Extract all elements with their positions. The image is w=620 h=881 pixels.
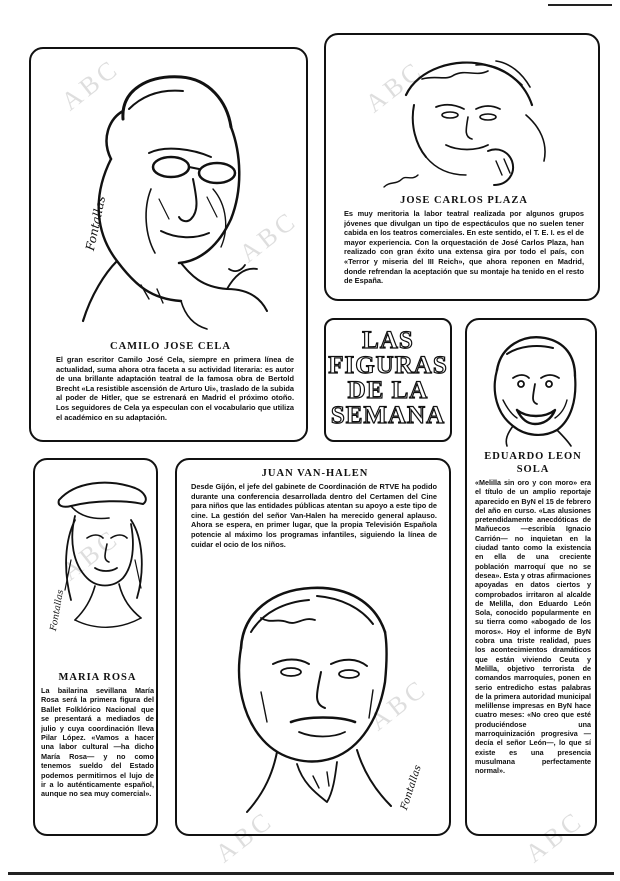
title-box	[324, 318, 452, 442]
title-line-2: FIGURAS	[328, 352, 448, 379]
bottom-rule	[8, 872, 614, 875]
van-halen-signature: Fontallas	[399, 763, 424, 812]
panel-cela	[29, 47, 308, 442]
watermark-6: ABC	[209, 805, 280, 869]
cela-name: CAMILO JOSE CELA	[109, 341, 231, 352]
panel-leon-sola	[465, 318, 597, 836]
panel-maria-rosa	[33, 458, 158, 836]
leon-sola-text: «Melilla sin oro y con moro» era el título de un amplio reportaje aparecido en ByN el 15 de febrero del año en curso. «Las alusiones pretendidamente anecdóticas de Mañuecos —escribía Ignacio Carrión— no inquietan en la ciudad tanto como la existencia en ella de una creciente población marroquí que no se desea». Esta y otras afirmaciones apoyadas en datos ciertos y comprobados irritaron al alcalde de Melilla, don Eduardo León Sola, conocido popularmente en su tierra como «abogado de los moros». Hoy el informe de ByN cobra una triste realidad, pues los acontecimientos dramáticos que están viviendo Ceuta y Melilla, objetivo terrorista de comandos marroquíes, ponen en serio entredicho estas palabras de la primera autoridad municipal melillense impresas en ByN hace cuatro meses: «No creo que esté produciéndose una marroquinización progresiva —decía el señor León—, lo que sí existe es una presencia musulmana perfectamente normal».	[475, 478, 591, 776]
leon-sola-name: EDUARDO LEON SOLA	[484, 451, 582, 475]
maria-rosa-name: MARIA ROSA	[58, 672, 137, 683]
top-rule	[548, 4, 612, 6]
van-halen-text: Desde Gijón, el jefe del gabinete de Coordinación de RTVE ha podido durante una conferencia desarrollada dentro del Certamen del Cine para niños que las entidades públicas atentan su apoyo a este tipo de cine. La gestión del señor Van-Halen ha merecido general aplauso. Ahora se espera, en primer lugar, que la propia Televisión Española potencie al máximo los programas infantiles, siguiendo la línea de cuidar el ocio de los niños.	[191, 482, 437, 549]
plaza-caricature	[326, 35, 600, 195]
maria-rosa-caricature	[35, 460, 158, 670]
title-line-4: SEMANA	[330, 402, 446, 429]
leon-sola-caricature	[467, 320, 597, 450]
title-line-3: DE LA	[347, 377, 429, 404]
maria-rosa-text: La bailarina sevillana María Rosa será la primera figura del Ballet Folklórico Nacional que se presentará a mediados de julio y cuya coordinación lleva Pilar López. «Vamos a hacer una labor cultural —ha dicho María Rosa— y no como tenemos sueldo del Estado podemos permitirnos el lujo de ir a lo auténticamente español, aunque no sea muy comercial».	[41, 686, 154, 799]
title-line-1: LAS	[362, 327, 414, 354]
van-halen-name: JUAN VAN-HALEN	[261, 468, 369, 479]
maria-rosa-signature: Fontallas	[49, 588, 67, 632]
cela-caricature	[31, 49, 308, 339]
plaza-text: Es muy meritoria la labor teatral realizada por algunos grupos jóvenes que divulgan un tipo de espectáculos que no suelen tener cabida en los teatros comerciales. En este sentido, el T. E. I. es el de mayor experiencia. Con la orquestación de José Carlos Plaza, han realizado con gran éxito una extensa gira por todo el país, con «Terror y miseria del III Reich», que ahora reponen en Madrid, donde refrendan la aceptación que su montaje ha tenido en el resto de España.	[344, 209, 584, 286]
cela-text: El gran escritor Camilo José Cela, siempre en primera línea de actualidad, suma ahora otra faceta a su actividad literaria: es autor de una brillante adaptación teatral de la famosa obra de Bertold Brecht «La resistible ascensión de Arturo Ui», traslado de la subida al poder de Hitler, que se estrenará en Madrid el próximo otoño. Los seguidores de Cela ya especulan con el vocabulario que utiliza el académico en su adaptación.	[56, 355, 294, 422]
watermark-7: ABC	[519, 805, 590, 869]
cela-signature: Fontallas	[83, 194, 109, 252]
plaza-name: JOSE CARLOS PLAZA	[400, 195, 528, 206]
panel-plaza	[324, 33, 600, 301]
panel-van-halen	[175, 458, 451, 836]
